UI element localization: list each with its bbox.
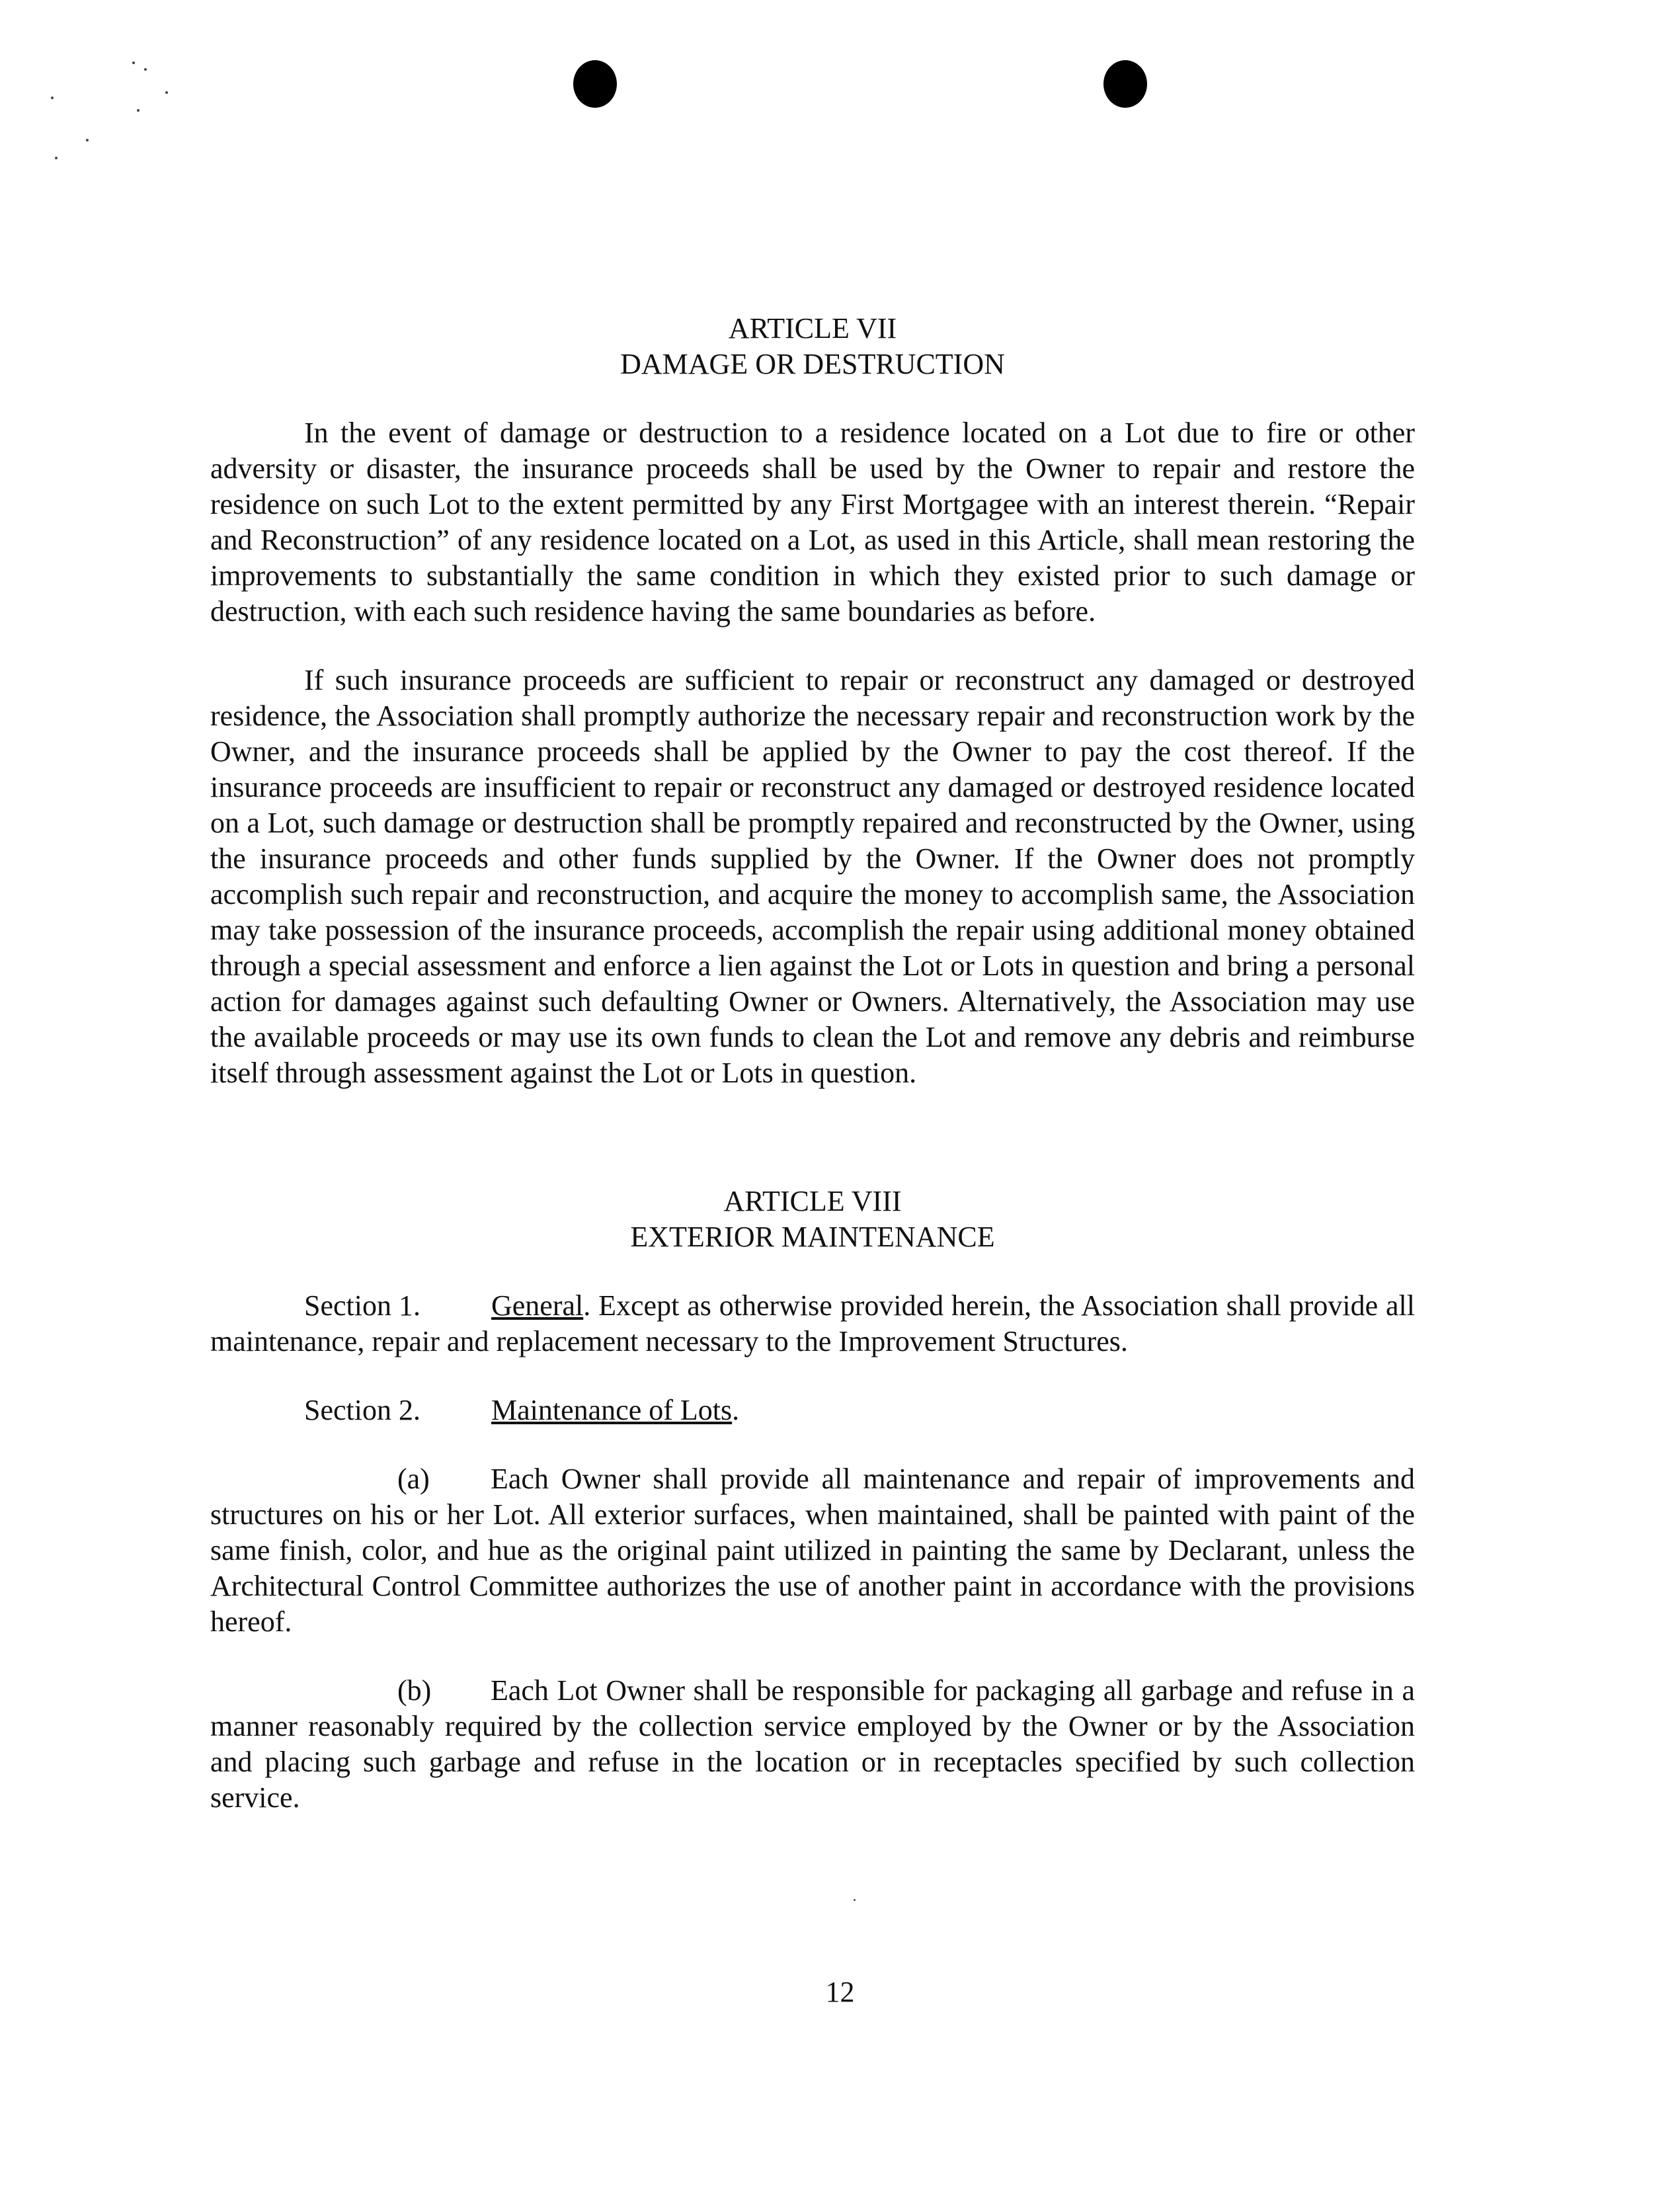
item-a-label: (a)	[397, 1463, 430, 1495]
scan-speck	[51, 97, 54, 99]
section-1-text: . Except as otherwise provided herein, the Association shall provide all maintenance, repair and replacement necessary to the Improvement Structures.	[210, 1289, 1415, 1357]
section-1-paragraph	[210, 1288, 1415, 1359]
punch-hole-left	[573, 60, 617, 108]
scan-speck	[144, 68, 147, 71]
article-7-paragraph-2: If such insurance proceeds are sufficient to repair or reconstruct any damaged or destroyed residence, the Association shall promptly authorize the necessary repair and reconstruction work by the Owner, and the insurance proceeds shall be applied by the Owner to pay the cost thereof. If the insurance proceeds are insufficient to repair or reconstruct any damaged or destroyed residence located on a Lot, such damage or destruction shall be promptly repaired and reconstructed by the Owner, using the insurance proceeds and other funds supplied by the Owner. If the Owner does not promptly accomplish such repair and reconstruction, and acquire the money to accomplish same, the Association may take possession of the insurance proceeds, accomplish the repair using additional money obtained through a special assessment and enforce a lien against the Lot or Lots in question and bring a personal action for damages against such defaulting Owner or Owners. Alternatively, the Association may use the available proceeds or may use its own funds to clean the Lot and remove any debris and reimburse itself through assessment against the Lot or Lots in question.	[210, 664, 1415, 1089]
item-a-text: Each Owner shall provide all maintenance and repair of improvements and structures on his or her Lot. All exterior surfaces, when maintained, shall be painted with paint of the same finish, color, and hue as the original paint utilized in painting the same by Declarant, unless the Architectural Control Committee authorizes the use of another paint in accordance with the provisions hereof.	[210, 1463, 1415, 1638]
scan-speck	[165, 91, 168, 94]
section-2-item-b	[210, 1673, 1415, 1816]
document-page	[210, 311, 1415, 1816]
item-b-label: (b)	[397, 1674, 432, 1707]
item-b-text: Each Lot Owner shall be responsible for packaging all garbage and refuse in a manner reasonably required by the collection service employed by the Owner or by the Association and placing such garbage and refuse in the location or in receptacles specified by such collection service.	[210, 1674, 1415, 1814]
scan-speck	[86, 139, 89, 142]
section-1-heading: General	[491, 1289, 584, 1322]
article-8-title: EXTERIOR MAINTENANCE	[630, 1221, 995, 1253]
section-1-label: Section 1.	[304, 1289, 420, 1322]
section-2-item-a	[210, 1461, 1415, 1640]
section-2-heading-end: .	[732, 1394, 740, 1426]
section-2-heading: Maintenance of Lots	[491, 1394, 733, 1426]
scan-speck	[854, 1899, 856, 1901]
scan-speck	[132, 61, 135, 64]
article-7-number: ARTICLE VII	[728, 312, 897, 344]
article-7-heading	[210, 311, 1415, 382]
article-7-paragraph-1: In the event of damage or destruction to a residence located on a Lot due to fire or other adversity or disaster, the insurance proceeds shall be used by the Owner to repair and restore the residence on such Lot to the extent permitted by any First Mortgagee with an interest therein. “Repair and Reconstruction” of any residence located on a Lot, as used in this Article, shall mean restoring the improvements to substantially the same condition in which they existed prior to such damage or destruction, with each such residence having the same boundaries as before.	[210, 417, 1415, 627]
section-2-label: Section 2.	[304, 1394, 420, 1426]
article-8-heading	[210, 1184, 1415, 1255]
article-8-number: ARTICLE VIII	[723, 1185, 902, 1217]
article-7-title: DAMAGE OR DESTRUCTION	[620, 348, 1005, 380]
page-number: 12	[825, 1976, 855, 2008]
punch-hole-right	[1103, 60, 1147, 108]
scan-speck	[55, 157, 58, 159]
scan-speck	[137, 109, 140, 112]
section-2-paragraph	[210, 1393, 1415, 1428]
